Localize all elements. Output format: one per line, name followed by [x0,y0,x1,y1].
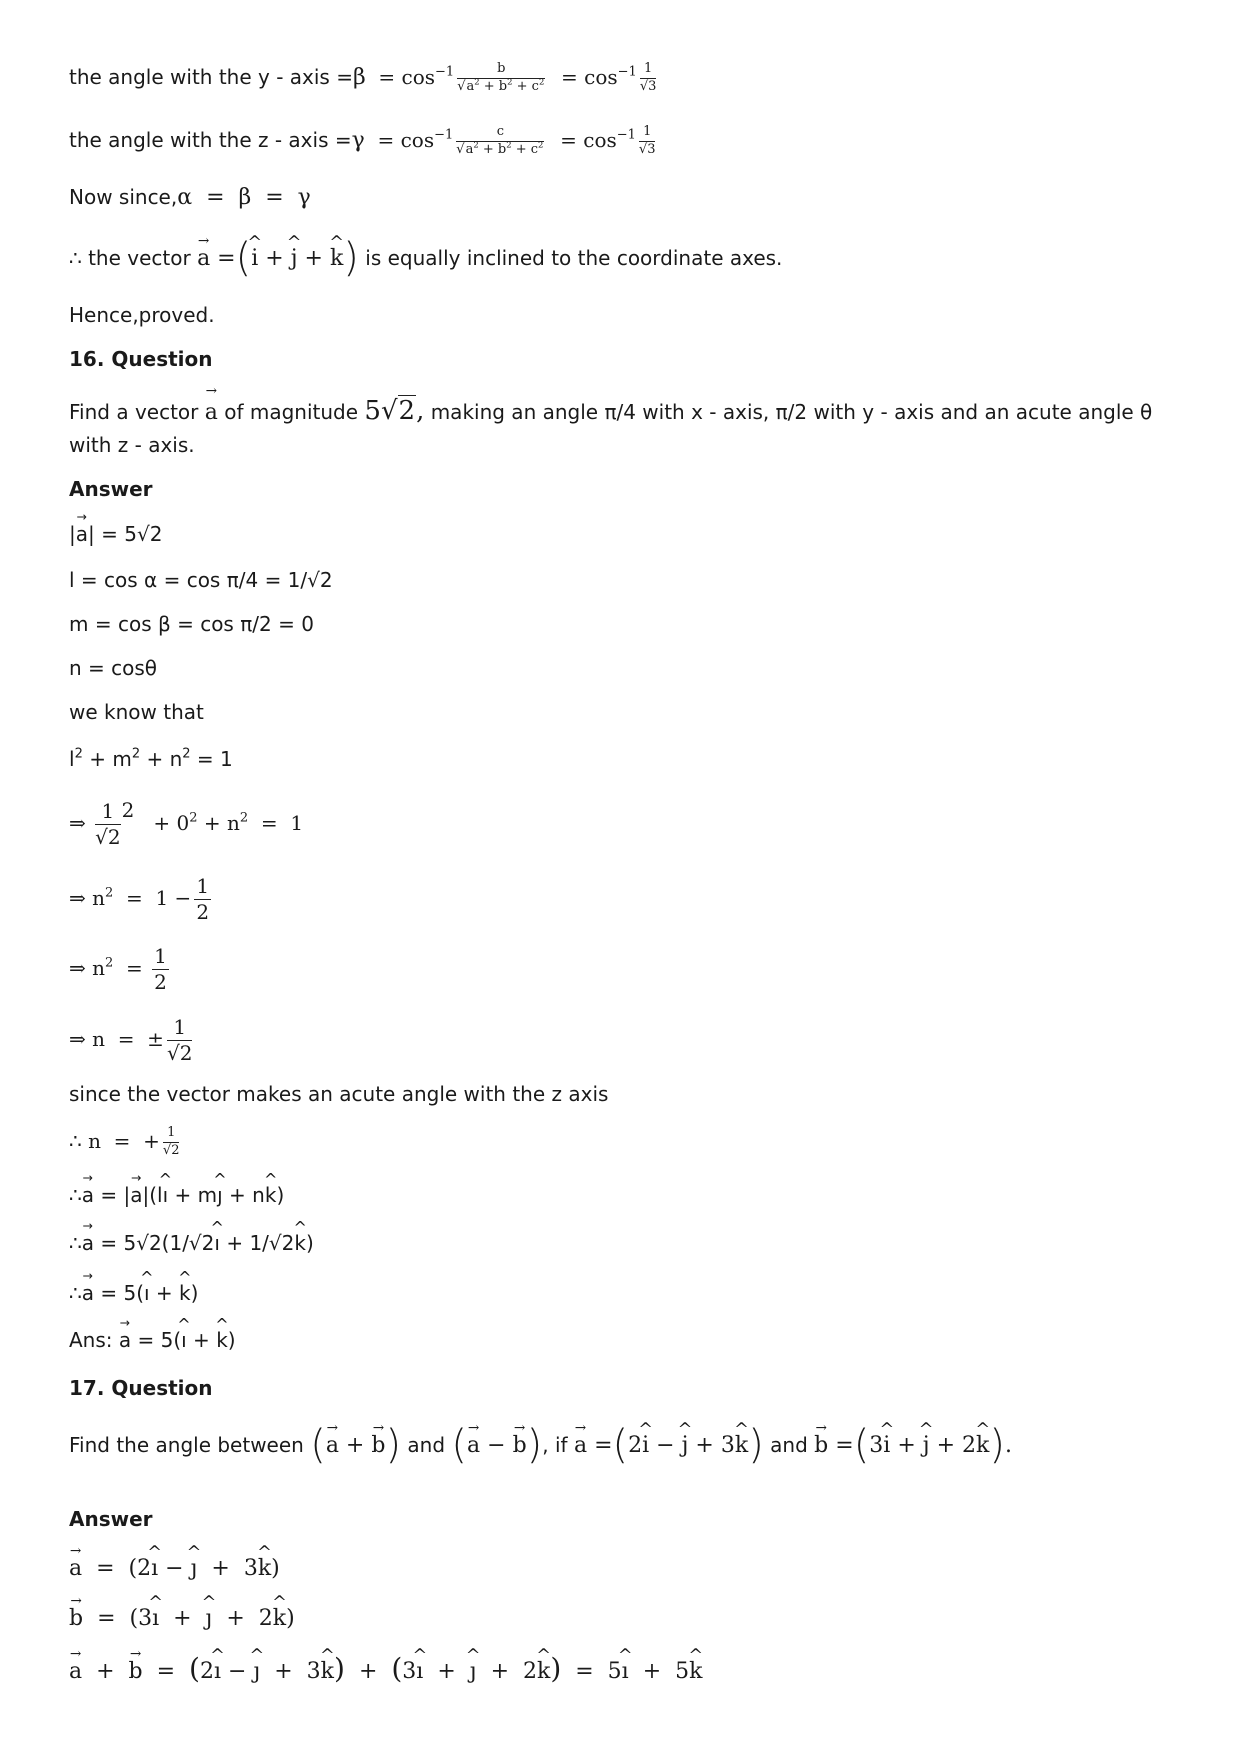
acute-angle-line: since the vector makes an acute angle with the z axis [69,1082,609,1106]
vector-inclined-line: ∴ the vector → a =(^ i + ^ j + ^ k) is equally inclined to the coordinate axes. [69,245,782,272]
direction-cosine-identity: $l^2 + m^2 + n^2 = 1$ [69,746,233,771]
question-17-text: Find the angle between (→ a + → b) and (→ a − → b), if → a =(2^ i − ^ j + 3^ k) and → b =(3^ i + ^ j + 2^ k). [69,1432,1012,1459]
question-17-answer-label: Answer [69,1507,153,1531]
z-axis-angle-line: the angle with the z - axis $=\gamma = \cos^{-1}$ $\frac{c}{√a^2 + b^2 + c^2}$ = $\cos^{-1}$ $\frac{1}{√3}$ [69,124,656,157]
question-16-heading: 16. Question [69,347,213,371]
vector-substitute-line: ∴→ a = 5√2(1/√2^ ı + 1/√2^ k) [69,1230,314,1256]
step-n-plus-minus: ⇒ n = ± $\frac{1}{√2}$ [69,1015,193,1065]
y-axis-angle-line: the angle with the y - axis $=\beta = \cos^{-1}$ $\frac{b}{√a^2 + b^2 + c^2}$ = $\cos^{-1}$ $\frac{1}{√3}$ [69,61,657,94]
answer-final-line: Ans: → a = 5(^ ı + ^ k) [69,1327,236,1353]
n-cosine-line: n = cosθ [69,656,158,680]
vector-formula-line: ∴→ a = |→ a|(l^ ı + m^ ȷ + n^ k) [69,1182,284,1208]
vector-b-definition: → b = (3^ ı + ^ ȷ + 2^ k) [69,1605,295,1632]
fraction-c-over-norm: $\frac{c}{√a^2 + b^2 + c^2}$ [456,124,544,157]
question-16-text: Find a vector → a of magnitude 5√2, making an angle π/4 with x - axis, π/2 with y - axis and an acute angle θ with z - axis. [69,395,1179,462]
hence-proved-line: Hence,proved. [69,303,215,327]
magnitude-line: |→ a| = 5√2 [69,521,162,547]
vector-result-line: ∴→ a = 5(^ ı + ^ k) [69,1280,198,1306]
vector-sum-line: → a + → b = (2^ ı − ^ ȷ + 3^ k) + (3^ ı + ^ ȷ + 2^ k) = 5^ ı + 5^ k [69,1656,702,1685]
now-since-line: Now since,α = β = γ [69,185,311,210]
fraction-b-over-norm: $\frac{b}{√a^2 + b^2 + c^2}$ [457,61,545,94]
n-positive-line: ∴ n = + $\frac{1}{√2}$ [69,1125,180,1158]
step-n-squared-2: ⇒ $n^2$ = $\frac{1}{2}$ [69,944,167,994]
question-17-heading: 17. Question [69,1376,213,1400]
m-cosine-line: m = cos β = cos π/2 = 0 [69,612,314,636]
step-n-squared-1: ⇒ $n^2 = 1$ − $\frac{1}{2}$ [69,874,210,924]
question-16-answer-label: Answer [69,477,153,501]
we-know-that-line: we know that [69,700,204,724]
step-substitute: ⇒ $\frac{1}{√2}$ $^2 + 0^2 + n^2 = 1$ [69,798,304,849]
l-cosine-line: l = cos α = cos π/4 = 1/√2 [69,568,333,592]
vector-a-definition: → a = (2^ ı − ^ ȷ + 3^ k) [69,1555,280,1582]
